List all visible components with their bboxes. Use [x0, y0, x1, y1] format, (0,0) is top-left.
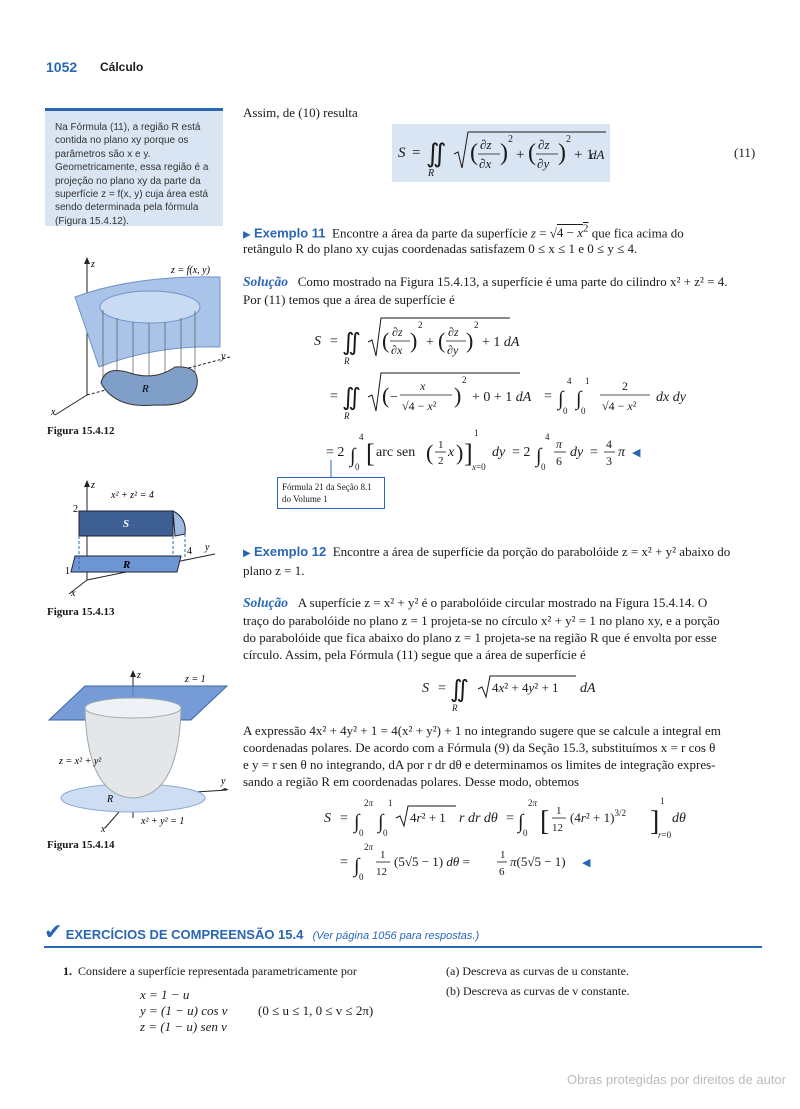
svg-text:2π: 2π	[364, 798, 374, 808]
svg-text:∫: ∫	[354, 811, 360, 833]
tick-1: 1	[65, 566, 70, 577]
svg-text:◀: ◀	[632, 447, 641, 459]
svg-text:∫: ∫	[518, 811, 524, 833]
svg-text:S: S	[422, 681, 429, 696]
svg-text:R: R	[344, 411, 350, 421]
svg-text:dx dy: dx dy	[656, 390, 686, 405]
axis-z: z	[91, 480, 95, 491]
svg-text:π(5√5 − 1): π(5√5 − 1)	[510, 854, 566, 869]
svg-text:1: 1	[438, 439, 444, 451]
polar-line3: sando a região R em coordenadas polares. Desse modo, obtemos	[243, 774, 580, 789]
question-number: 1.	[63, 964, 72, 978]
part-a: (a) Descreva as curvas de u constante.	[446, 964, 629, 978]
intro-text: Assim, de (10) resulta	[243, 105, 358, 120]
param-y: y = (1 − u) cos v	[140, 1003, 228, 1018]
svg-text:1: 1	[556, 805, 562, 817]
svg-text:1: 1	[500, 849, 506, 861]
checkmark-icon: ✔	[44, 920, 63, 945]
svg-text:0: 0	[383, 828, 388, 838]
svg-text:]: ]	[464, 439, 473, 468]
svg-text:+ 1 dA: + 1 dA	[482, 335, 520, 350]
svg-text:0: 0	[581, 406, 586, 416]
svg-text:R: R	[428, 168, 435, 179]
axis-x: x	[101, 824, 106, 835]
svg-text:x=0: x=0	[472, 462, 486, 472]
example-11-line2: retângulo R do plano xy cujas coordenadas satisfazem 0 ≤ x ≤ 1 e 0 ≤ y ≤ 4.	[243, 241, 638, 256]
figure-15-4-12	[45, 255, 235, 425]
svg-text:2: 2	[566, 134, 571, 145]
svg-text:dy: dy	[492, 445, 506, 460]
svg-text:∬: ∬	[342, 330, 361, 356]
svg-text:∬: ∬	[450, 677, 469, 703]
solution-12-line0: A superfície z = x² + y² é o parabolóide circular mostrado na Figura 15.4.14. O	[297, 595, 708, 610]
svg-text:=: =	[506, 811, 514, 826]
example-11-text-a: Encontre a área da parte da superfície	[332, 225, 528, 241]
plane-label: z = 1	[185, 674, 206, 685]
svg-text:=: =	[340, 811, 348, 826]
solution-11-line1: Como mostrado na Figura 15.4.13, a superfície é uma parte do cilindro x² + z² = 4.	[297, 274, 728, 289]
svg-text:0: 0	[563, 406, 568, 416]
svg-text:dA: dA	[590, 147, 605, 162]
axis-z: z	[91, 259, 95, 270]
polar-line0: A expressão 4x² + 4y² + 1 = 4(x² + y²) + 1 no integrando sugere que se calcule a integral em	[243, 723, 721, 738]
svg-text:2: 2	[622, 379, 628, 393]
base-circle-label: x² + y² = 1	[141, 816, 185, 827]
svg-text:1: 1	[474, 428, 479, 438]
svg-text:π: π	[556, 437, 563, 451]
svg-text:4: 4	[545, 432, 550, 442]
figure-15-4-13	[45, 478, 225, 598]
example-12: ▶ Exemplo 12 Encontre a área de superfície da porção do parabolóide z = x² + y² abaixo do	[243, 544, 731, 559]
svg-text:6: 6	[499, 866, 505, 878]
example-11-text-b: que fica acima do	[591, 225, 684, 241]
svg-text:√4 − x²: √4 − x²	[402, 399, 437, 413]
svg-text:12: 12	[376, 866, 387, 878]
svg-text:π: π	[618, 445, 626, 460]
svg-text:2: 2	[508, 134, 513, 145]
svg-text:1: 1	[660, 796, 665, 806]
svg-text:∂z: ∂z	[392, 325, 403, 339]
example-11-solution	[243, 273, 763, 291]
question-1	[63, 964, 357, 979]
svg-text:4: 4	[567, 376, 572, 386]
s-label: S	[123, 518, 130, 530]
svg-text:dθ: dθ	[672, 811, 686, 826]
svg-text:(: (	[382, 328, 390, 353]
svg-text:[: [	[366, 439, 375, 468]
figure-14-caption: Figura 15.4.14	[47, 839, 115, 851]
svg-text:=: =	[330, 334, 338, 349]
svg-text:2: 2	[438, 455, 444, 467]
svg-text:+: +	[426, 335, 434, 350]
example-11-heading: Exemplo 11	[253, 225, 326, 241]
svg-text:): )	[466, 328, 474, 353]
question-1-text: Considere a superfície representada parametricamente por	[78, 964, 357, 978]
figure-12-caption: Figura 15.4.12	[47, 425, 115, 437]
circle-label: x² + z² = 4	[111, 490, 154, 501]
svg-text:[: [	[540, 806, 550, 837]
svg-text:(: (	[528, 140, 536, 166]
svg-text:∫: ∫	[378, 811, 384, 833]
svg-text:−: −	[390, 390, 398, 405]
svg-text:]: ]	[650, 806, 660, 837]
polar-line2: e y = r sen θ no integrando, dA por r dr dθ e determinamos os limites de integração expres-	[243, 757, 716, 772]
svg-text:r dr dθ: r dr dθ	[459, 811, 498, 826]
formula-label: (11)	[734, 145, 756, 160]
svg-text:∫: ∫	[350, 445, 356, 467]
exercises-header	[44, 920, 479, 945]
surface-label: z = f(x, y)	[171, 265, 210, 276]
svg-text:2π: 2π	[528, 798, 538, 808]
param-domain: (0 ≤ u ≤ 1, 0 ≤ v ≤ 2π)	[258, 1003, 374, 1018]
svg-text:S: S	[324, 811, 331, 826]
param-x: x = 1 − u	[140, 987, 190, 1002]
example-12-heading: Exemplo 12	[253, 544, 327, 559]
svg-text:∫: ∫	[354, 855, 360, 877]
svg-text:(4r² + 1)3/2: $(4r^2 + 1)^{3/2}$	[570, 808, 626, 825]
svg-text:∂z: ∂z	[448, 325, 459, 339]
svg-text:dA: dA	[580, 681, 596, 696]
exercises-rule	[44, 946, 762, 948]
figure-13-caption: Figura 15.4.13	[47, 606, 115, 618]
svg-text:(5√5 − 1) dθ =: (5√5 − 1) dθ =	[394, 854, 470, 869]
svg-text:=: =	[438, 681, 446, 696]
svg-text:1: 1	[585, 376, 590, 386]
svg-text:= 2: = 2	[512, 445, 531, 460]
svg-text:(: (	[438, 328, 446, 353]
tick-4: 4	[187, 546, 192, 557]
svg-text:dy: dy	[570, 445, 584, 460]
svg-text:=: =	[590, 445, 598, 460]
svg-text:S: S	[314, 334, 321, 349]
example-12-solution	[243, 594, 763, 612]
svg-text:): )	[500, 140, 508, 166]
svg-text:3: 3	[606, 454, 612, 468]
svg-text:S: S	[398, 145, 406, 161]
formula-11	[392, 124, 612, 184]
svg-text:(: (	[426, 440, 434, 465]
svg-text:+ 0 + 1 dA: + 0 + 1 dA	[472, 390, 532, 405]
svg-text:∂y: ∂y	[537, 156, 550, 171]
figure-15-4-14	[45, 668, 235, 836]
part-b: (b) Descreva as curvas de v constante.	[446, 984, 630, 998]
svg-text:∫: ∫	[576, 388, 582, 410]
page-number: 1052	[46, 59, 78, 75]
param-z: z = (1 − u) sen v	[140, 1019, 227, 1034]
running-title: Cálculo	[100, 60, 144, 74]
axis-y: y	[205, 542, 210, 553]
svg-text:∂z: ∂z	[480, 137, 492, 152]
svg-text:r=0: r=0	[658, 830, 672, 840]
svg-text:12: 12	[552, 822, 563, 834]
svg-text:1: 1	[380, 849, 386, 861]
example-12-line2: plano z = 1.	[243, 563, 305, 578]
solution-11-line2: Por (11) temos que a área de superfície é	[243, 292, 455, 307]
svg-text:): )	[410, 328, 418, 353]
svg-text:x: x	[420, 379, 426, 393]
solution-heading-11: Solução	[243, 274, 289, 289]
svg-text:∬: ∬	[426, 139, 447, 168]
svg-text:=: =	[412, 145, 421, 161]
formula-callout: Fórmula 21 da Seção 8.1 do Volume 1	[277, 477, 385, 509]
polar-line1: coordenadas polares. De acordo com a Fórmula (9) da Seção 15.3, substituímos x = r cos θ	[243, 740, 716, 755]
solution-12-line2: do parabolóide que fica abaixo do plano z = 1 projeta-se na região R que é envolta por esse	[243, 630, 717, 645]
axis-x: x	[71, 588, 76, 598]
svg-text:(: (	[382, 383, 390, 408]
margin-note: Na Fórmula (11), a região R está contida no plano xy porque os parâmetros são x e y. Geometricamente, essa região é a projeção no plano xy da parte da superfície z = f(x, y) cuja área está sendo determinada pela fórmula (Figura 15.4.12).	[45, 108, 223, 226]
example-12-integral	[418, 670, 618, 714]
tick-2: 2	[73, 504, 78, 515]
svg-text:2: 2	[462, 375, 467, 385]
svg-text:+: +	[516, 147, 525, 163]
svg-text:(: (	[470, 140, 478, 166]
svg-text:√4 − x²: √4 − x²	[602, 399, 637, 413]
axis-x: x	[51, 407, 56, 418]
svg-text:4: 4	[359, 432, 364, 442]
svg-text:∫: ∫	[536, 445, 542, 467]
svg-text:x: x	[448, 445, 455, 460]
svg-text:4r² + 1: 4r² + 1	[410, 810, 446, 825]
svg-text:): )	[558, 140, 566, 166]
svg-text:∂y: ∂y	[447, 343, 459, 357]
solution-12-line1: traço do parabolóide no plano z = 1 projeta-se no círculo x² + y² = 1 no plano xy, e a porção	[243, 613, 720, 628]
svg-text:=: =	[340, 855, 348, 870]
exercises-heading: EXERCÍCIOS DE COMPREENSÃO 15.4	[65, 927, 304, 942]
svg-text:): )	[456, 440, 464, 465]
svg-text:+ 1: + 1	[574, 147, 594, 163]
region-label: R	[142, 383, 149, 395]
paraboloid-label: z = x² + y²	[59, 756, 102, 767]
svg-text:∫: ∫	[558, 388, 564, 410]
r-label: R	[123, 559, 131, 571]
svg-text:0: 0	[541, 462, 546, 472]
svg-text:=: =	[544, 389, 552, 404]
svg-text:0: 0	[359, 828, 364, 838]
svg-text:∬: ∬	[342, 385, 361, 411]
svg-text:=: =	[330, 389, 338, 404]
solution-heading-12: Solução	[243, 595, 289, 610]
svg-text:0: 0	[359, 872, 364, 882]
solution-12-line3: círculo. Assim, pela Fórmula (11) segue que a área de superfície é	[243, 647, 586, 662]
svg-text:6: 6	[556, 454, 562, 468]
svg-text:1: 1	[388, 798, 393, 808]
example-11-equations	[310, 312, 710, 477]
svg-text:2π: 2π	[364, 842, 374, 852]
svg-text:0: 0	[523, 828, 528, 838]
svg-text:4x² + 4y² + 1: 4x² + 4y² + 1	[492, 680, 559, 695]
svg-text:arc sen: arc sen	[376, 445, 416, 460]
svg-text:∂x: ∂x	[479, 156, 492, 171]
svg-text:2: 2	[474, 320, 479, 330]
region-label: R	[107, 794, 114, 805]
example-12-line1: Encontre a área de superfície da porção do parabolóide z = x² + y² abaixo do	[332, 544, 731, 559]
svg-text:= 2: = 2	[326, 445, 345, 460]
example-12-polar-equations	[320, 792, 700, 884]
axis-y: y	[221, 776, 226, 787]
svg-text:): )	[454, 383, 462, 408]
axis-y: y	[221, 351, 226, 362]
svg-text:∂z: ∂z	[538, 137, 550, 152]
svg-text:2: 2	[418, 320, 423, 330]
svg-text:4: 4	[606, 437, 612, 451]
svg-text:0: 0	[355, 462, 360, 472]
copyright-watermark: Obras protegidas por direitos de autor	[567, 1072, 786, 1087]
svg-text:◀: ◀	[582, 857, 591, 869]
exercises-note: (Ver página 1056 para respostas.)	[312, 930, 480, 942]
axis-z: z	[137, 670, 141, 681]
svg-text:R: R	[344, 356, 350, 366]
svg-text:R: R	[452, 703, 458, 713]
svg-text:∂x: ∂x	[391, 343, 403, 357]
example-11: ▶ Exemplo 11 Encontre a área da parte da superfície $z = √4 - x^2$ que fica acima do	[243, 223, 684, 241]
